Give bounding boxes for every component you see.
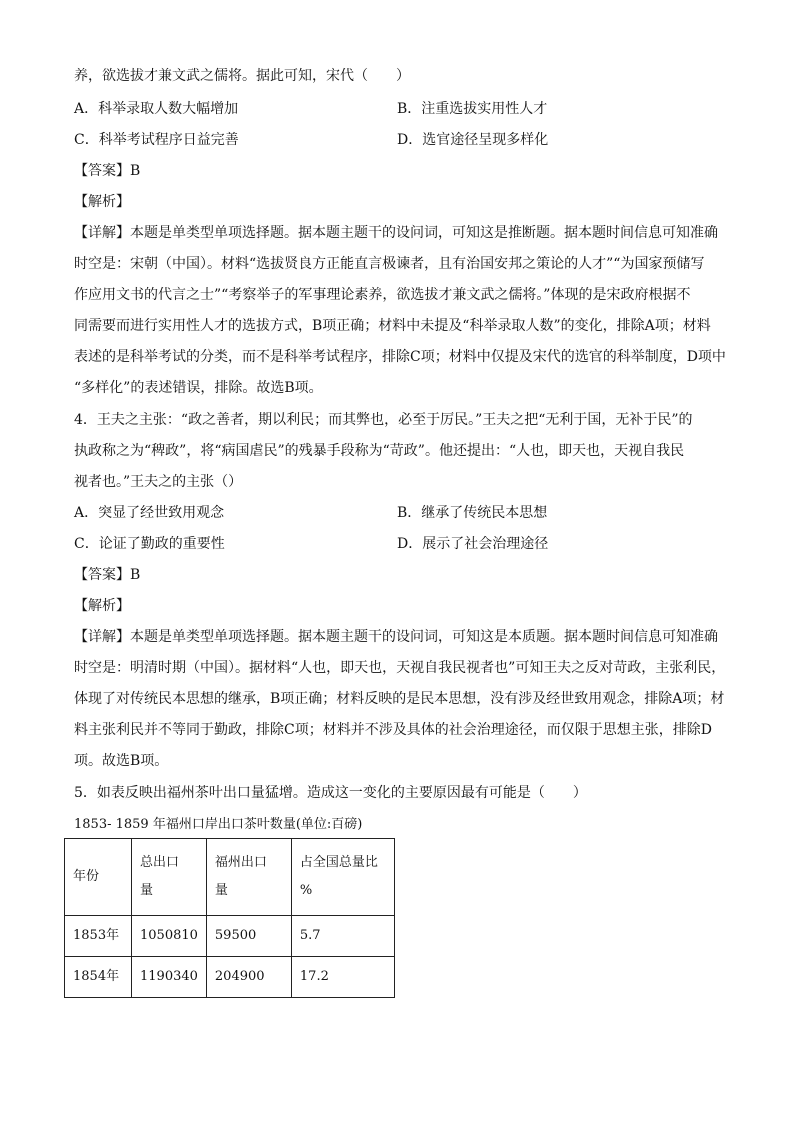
q3-option-d: D．选官途径呈现多样化: [397, 132, 549, 148]
q4-option-b: B．继承了传统民本思想: [397, 505, 548, 521]
q4-option-d: D．展示了社会治理途径: [397, 536, 549, 552]
header-fuzhou-export: 福州出口 量: [206, 839, 291, 916]
header-national-share: 占全国总量比 %: [291, 839, 394, 916]
q3-detail-line: 作应用文书的代言之士”“考察举子的军事理论素养，欲选拔才兼文武之儒将。”体现的是宋政府根据不: [74, 287, 691, 303]
table-cell: 5.7: [291, 916, 394, 957]
q3-detail-line: 时空是：宋朝（中国）。材料“选拔贤良方正能直言极谏者，且有治国安邦之策论的人才”“为国家预储写: [74, 256, 705, 272]
header-year: 年份: [65, 839, 132, 916]
q4-detail-line: 项。故选B项。: [74, 753, 169, 769]
table-row: [65, 957, 395, 998]
header-total-export: 总出口 量: [132, 839, 207, 916]
table-cell: 59500: [206, 916, 291, 957]
q3-detail-line: “多样化”的表述错误，排除。故选B项。: [74, 380, 323, 396]
q4-analysis-label: 【解析】: [74, 598, 130, 614]
q4-detail-line: 【详解】本题是单类型单项选择题。据本题主题干的设问词，可知这是本质题。据本题时间信息可知准确: [74, 629, 718, 645]
q3-answer: 【答案】B: [74, 163, 141, 179]
q4-stem-line: 视者也。”王夫之的主张（）: [74, 474, 243, 490]
q3-option-a: A．科举录取人数大幅增加: [74, 101, 239, 117]
q4-option-a: A．突显了经世致用观念: [74, 505, 225, 521]
table-cell: 1190340: [132, 957, 207, 998]
table-cell: 204900: [206, 957, 291, 998]
table-cell: 1853年: [65, 916, 132, 957]
q4-option-c: C．论证了勤政的重要性: [74, 536, 225, 552]
q4-detail-line: 时空是：明清时期（中国）。据材料“人也，即天也，天视自我民视者也”可知王夫之反对苛政，主张利民，: [74, 660, 726, 676]
q5-stem: 5．如表反映出福州茶叶出口量猛增。造成这一变化的主要原因最有可能是（ ）: [74, 785, 587, 801]
q4-answer: 【答案】B: [74, 567, 141, 583]
q4-stem-line: 执政称之为“稗政”，将“病国虐民”的残暴手段称为“苛政”。他还提出：“人也，即天也，天视自我民: [74, 443, 685, 459]
tea-export-table: [64, 838, 395, 998]
q3-option-b: B．注重选拔实用性人才: [397, 101, 548, 117]
q3-stem-tail: 养，欲选拔才兼文武之儒将。据此可知，宋代（ ）: [74, 68, 410, 84]
q4-detail-line: 体现了对传统民本思想的继承，B项正确；材料反映的是民本思想，没有涉及经世致用观念，排除A项；材: [74, 691, 725, 707]
table-header-row: [65, 839, 395, 916]
q3-detail-line: 【详解】本题是单类型单项选择题。据本题主题干的设问词，可知这是推断题。据本题时间信息可知准确: [74, 225, 718, 241]
q4-detail-line: 料主张利民并不等同于勤政，排除C项；材料并不涉及具体的社会治理途径，而仅限于思想主张，排除D: [74, 722, 712, 738]
q3-option-c: C．科举考试程序日益完善: [74, 132, 239, 148]
table-cell: 1050810: [132, 916, 207, 957]
table-cell: 17.2: [291, 957, 394, 998]
table-row: [65, 916, 395, 957]
q3-analysis-label: 【解析】: [74, 194, 130, 210]
table-cell: 1854年: [65, 957, 132, 998]
q3-detail-line: 表述的是科举考试的分类，而不是科举考试程序，排除C项；材料中仅提及宋代的选官的科举制度，D项中: [74, 349, 726, 365]
q4-stem-line: 4．王夫之主张：“政之善者，期以利民；而其弊也，必至于厉民。”王夫之把“无利于国，无补于民”的: [74, 412, 693, 428]
q3-detail-line: 同需要而进行实用性人才的选拔方式，B项正确；材料中未提及“科举录取人数”的变化，排除A项；材料: [74, 318, 711, 334]
table-caption: 1853- 1859 年福州口岸出口茶叶数量(单位:百磅): [74, 817, 363, 832]
